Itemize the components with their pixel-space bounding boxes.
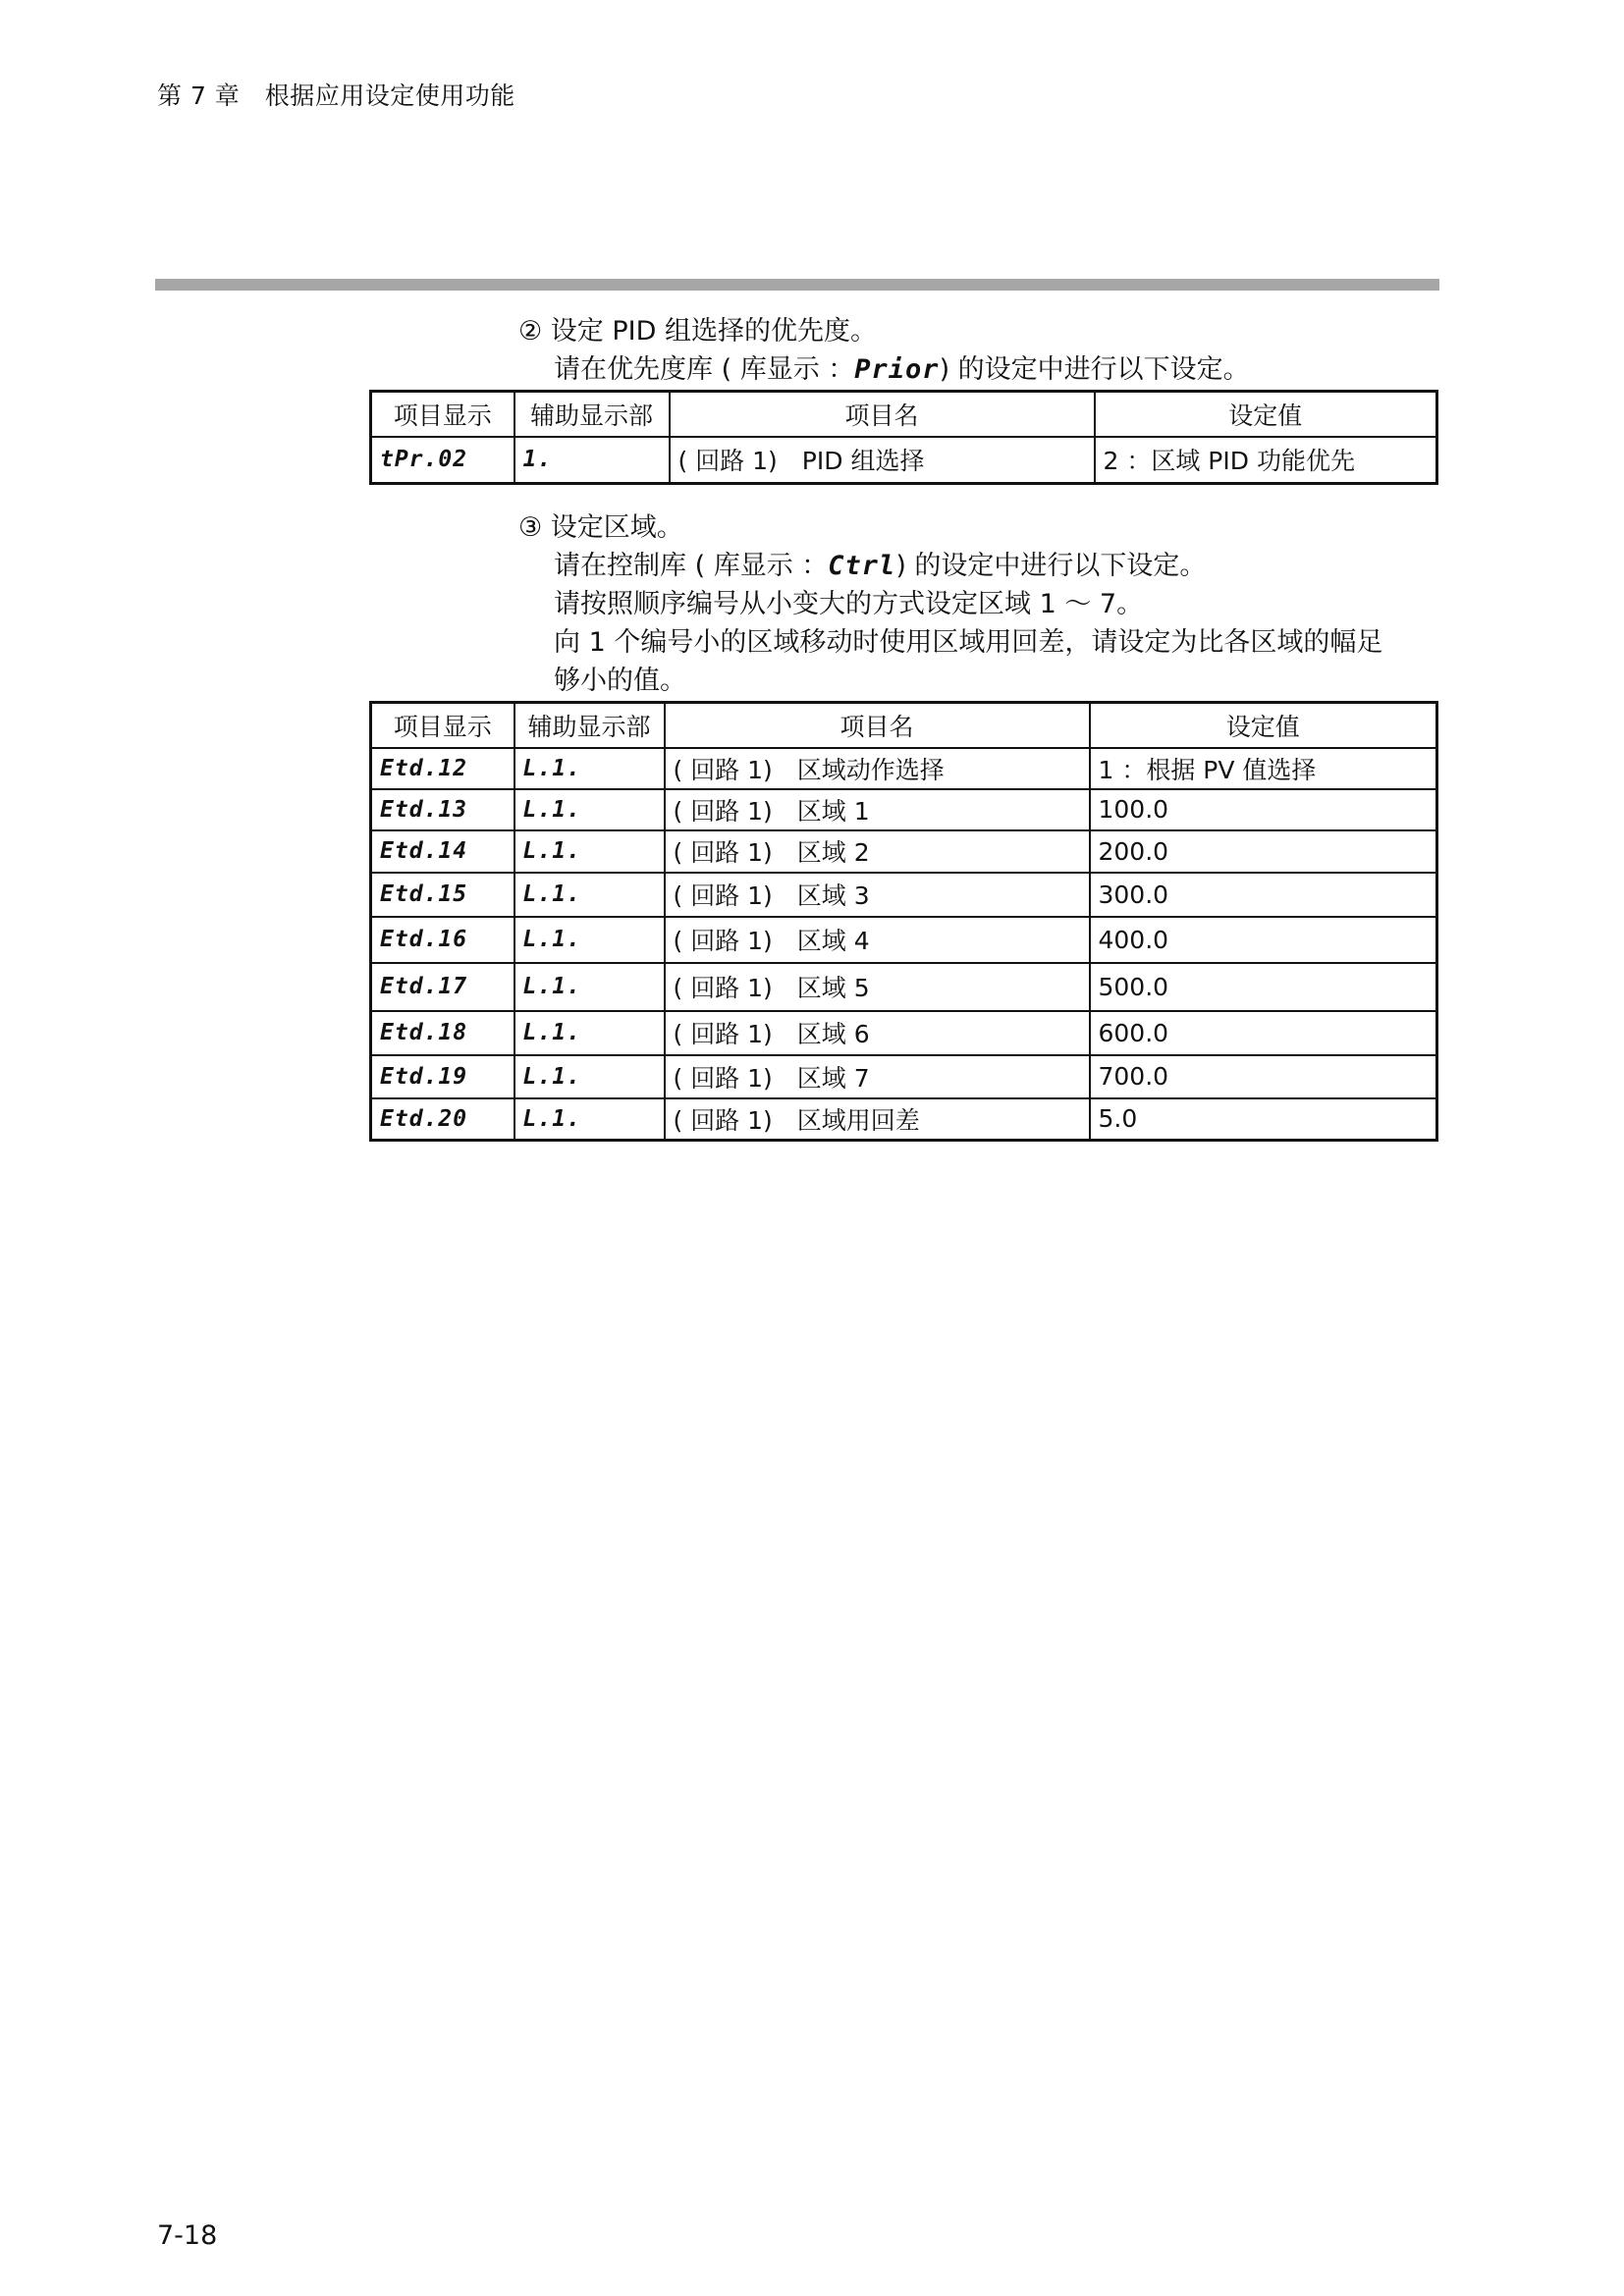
aux-display: L.1.: [514, 917, 665, 963]
table-row: [371, 873, 1437, 917]
table-header-row: [371, 392, 1437, 437]
table-row: [371, 1011, 1437, 1055]
item-display: Etd.20: [371, 1098, 514, 1141]
setting-value: 300.0: [1090, 873, 1437, 917]
header-setting-value: 设定值: [1090, 703, 1437, 748]
setting-value: 100.0: [1090, 789, 1437, 830]
header-aux-display: 辅助显示部: [514, 703, 665, 748]
item-name: ( 回路 1) 区域 2: [665, 830, 1090, 873]
item-name: ( 回路 1) 区域 6: [665, 1011, 1090, 1055]
priority-settings-table: [369, 390, 1438, 485]
item-name: ( 回路 1) 区域 7: [665, 1055, 1090, 1098]
setting-value: 200.0: [1090, 830, 1437, 873]
setting-value: 700.0: [1090, 1055, 1437, 1098]
section-3-title: ③ 设定区域。: [518, 512, 683, 543]
table-row: [371, 917, 1437, 963]
header-item-display: 项目显示: [371, 703, 514, 748]
section-divider: [155, 279, 1439, 291]
item-display: Etd.16: [371, 917, 514, 963]
setting-value: 500.0: [1090, 963, 1437, 1011]
item-display: Etd.17: [371, 963, 514, 1011]
section-3-instruction-post: ) 的设定中进行以下设定。: [895, 551, 1207, 581]
aux-display: 1.: [514, 437, 670, 484]
item-display: tPr.02: [371, 437, 514, 484]
item-name: ( 回路 1) 区域用回差: [665, 1098, 1090, 1141]
table-row: [371, 963, 1437, 1011]
setting-value: 400.0: [1090, 917, 1437, 963]
aux-display: L.1.: [514, 789, 665, 830]
item-name: ( 回路 1) 区域 4: [665, 917, 1090, 963]
bank-display-ctrl: Ctrl: [828, 551, 896, 581]
section-2-title: ② 设定 PID 组选择的优先度。: [518, 316, 877, 347]
table-row: [371, 748, 1437, 789]
section-2-instruction-pre: 请在优先度库 ( 库显示 ：: [554, 354, 855, 385]
section-3-instruction-4: 够小的值。: [554, 666, 686, 696]
item-name: ( 回路 1) 区域动作选择: [665, 748, 1090, 789]
aux-display: L.1.: [514, 830, 665, 873]
item-name: ( 回路 1) PID 组选择: [670, 437, 1095, 484]
setting-value: 5.0: [1090, 1098, 1437, 1141]
header-aux-display: 辅助显示部: [514, 392, 670, 437]
aux-display: L.1.: [514, 1098, 665, 1141]
item-name: ( 回路 1) 区域 5: [665, 963, 1090, 1011]
section-3-instruction-1: [518, 547, 1382, 585]
header-item-name: 项目名: [665, 703, 1090, 748]
item-name: ( 回路 1) 区域 1: [665, 789, 1090, 830]
item-display: Etd.15: [371, 873, 514, 917]
aux-display: L.1.: [514, 1011, 665, 1055]
table-row: [371, 789, 1437, 830]
setting-value: 2 ：区域 PID 功能优先: [1095, 437, 1437, 484]
table-row: [371, 830, 1437, 873]
header-setting-value: 设定值: [1095, 392, 1437, 437]
section-2: [518, 312, 1250, 389]
section-3-instruction-2: 请按照顺序编号从小变大的方式设定区域 1 ～ 7。: [554, 589, 1144, 619]
bank-display-prior: Prior: [854, 354, 940, 385]
header-item-name: 项目名: [670, 392, 1095, 437]
chapter-heading: 第 7 章 根据应用设定使用功能: [157, 81, 515, 110]
section-3-instruction-3: 向 1 个编号小的区域移动时使用区域用回差，请设定为比各区域的幅足: [554, 627, 1383, 658]
zone-settings-table: [369, 701, 1438, 1142]
section-2-instruction-post: ) 的设定中进行以下设定。: [939, 354, 1250, 385]
section-3-instruction-pre: 请在控制库 ( 库显示 ：: [554, 551, 829, 581]
table-row: [371, 437, 1437, 484]
header-item-display: 项目显示: [371, 392, 514, 437]
setting-value: 600.0: [1090, 1011, 1437, 1055]
section-3: [518, 508, 1382, 700]
table-header-row: [371, 703, 1437, 748]
section-2-instruction: [518, 350, 1250, 389]
setting-value: 1 ：根据 PV 值选择: [1090, 748, 1437, 789]
item-name: ( 回路 1) 区域 3: [665, 873, 1090, 917]
item-display: Etd.18: [371, 1011, 514, 1055]
aux-display: L.1.: [514, 1055, 665, 1098]
aux-display: L.1.: [514, 963, 665, 1011]
table-row: [371, 1055, 1437, 1098]
aux-display: L.1.: [514, 748, 665, 789]
item-display: Etd.14: [371, 830, 514, 873]
item-display: Etd.19: [371, 1055, 514, 1098]
item-display: Etd.13: [371, 789, 514, 830]
table-row: [371, 1098, 1437, 1141]
item-display: Etd.12: [371, 748, 514, 789]
aux-display: L.1.: [514, 873, 665, 917]
page-number: 7-18: [157, 2220, 218, 2251]
